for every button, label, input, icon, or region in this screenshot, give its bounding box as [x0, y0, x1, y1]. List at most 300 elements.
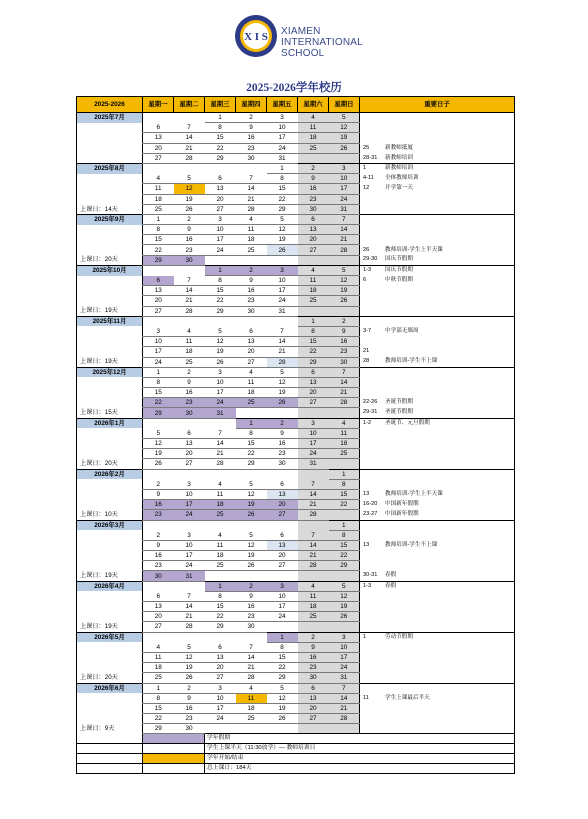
event-cell: [360, 265, 515, 275]
day-cell: 31: [298, 459, 329, 469]
day-cell: 14: [174, 286, 205, 296]
day-cell: 27: [143, 306, 174, 316]
day-cell: [143, 265, 174, 275]
day-cell: 24: [298, 449, 329, 459]
day-cell: 10: [267, 276, 298, 286]
day-cell: 10: [329, 642, 360, 652]
day-cell: 14: [174, 133, 205, 143]
month-spacer: [77, 337, 143, 347]
day-cell: 5: [267, 367, 298, 377]
day-cell: 5: [236, 530, 267, 540]
month-name: 2026年3月: [77, 520, 143, 530]
day-cell: 28: [236, 204, 267, 214]
week-row: [77, 642, 515, 652]
day-cell: 3: [174, 479, 205, 489]
school-days-label: 上课日：9天: [77, 724, 143, 734]
month-spacer: [77, 540, 143, 550]
day-cell: 4: [298, 581, 329, 591]
day-cell: 31: [329, 673, 360, 683]
week-row: [77, 296, 515, 306]
day-cell: 13: [298, 693, 329, 703]
day-cell: 23: [236, 143, 267, 153]
day-cell: 11: [205, 540, 236, 550]
day-cell: 17: [329, 652, 360, 662]
month-spacer: [77, 693, 143, 703]
day-cell: 24: [205, 245, 236, 255]
day-cell: 21: [267, 347, 298, 357]
day-cell: 20: [174, 449, 205, 459]
day-cell: 23: [267, 449, 298, 459]
day-cell: 28: [205, 459, 236, 469]
day-cell: 2: [236, 113, 267, 123]
event-date: 13: [363, 491, 370, 498]
day-cell: 21: [329, 388, 360, 398]
event-text: 圣诞节假期: [385, 399, 413, 406]
event-cell: [360, 571, 515, 581]
day-cell: [205, 632, 236, 642]
month-spacer: [77, 296, 143, 306]
day-cell: 12: [174, 652, 205, 662]
school-days-label: 上课日：19天: [77, 571, 143, 581]
month-spacer: [77, 602, 143, 612]
day-cell: 8: [298, 326, 329, 336]
month-spacer: [77, 225, 143, 235]
day-cell: 5: [329, 581, 360, 591]
day-cell: 20: [143, 612, 174, 622]
day-cell: 22: [329, 500, 360, 510]
month-spacer: [77, 123, 143, 133]
day-cell: 3: [298, 418, 329, 428]
event-cell: [360, 479, 515, 489]
legend-row: [77, 764, 515, 774]
event-text: 教师培训-学生上半天课: [385, 246, 443, 253]
day-cell: [174, 520, 205, 530]
day-cell: 3: [267, 113, 298, 123]
day-cell: 12: [329, 276, 360, 286]
event-cell: [360, 113, 515, 123]
day-cell: 4: [236, 367, 267, 377]
day-cell: 19: [205, 347, 236, 357]
event-cell: [360, 724, 515, 734]
day-cell: 12: [267, 377, 298, 387]
day-cell: 20: [143, 296, 174, 306]
day-cell: 25: [298, 143, 329, 153]
day-cell: 26: [236, 510, 267, 520]
event-cell: [360, 174, 515, 184]
day-cell: 9: [174, 225, 205, 235]
event-cell: [360, 489, 515, 499]
week-row: [77, 683, 515, 693]
day-cell: 6: [298, 214, 329, 224]
month-spacer: [77, 652, 143, 662]
day-cell: 4: [329, 418, 360, 428]
day-cell: 13: [205, 652, 236, 662]
day-cell: 11: [143, 652, 174, 662]
day-cell: 25: [236, 398, 267, 408]
day-cell: 26: [174, 673, 205, 683]
day-cell: 13: [205, 184, 236, 194]
day-cell: 19: [174, 663, 205, 673]
day-cell: 3: [267, 581, 298, 591]
day-cell: 15: [205, 133, 236, 143]
day-cell: 18: [298, 602, 329, 612]
day-cell: 20: [205, 194, 236, 204]
month-name: 2026年4月: [77, 581, 143, 591]
month-spacer: [77, 714, 143, 724]
day-cell: 13: [143, 133, 174, 143]
day-cell: [267, 316, 298, 326]
legend-text: 总上课日：184天: [205, 764, 515, 774]
day-cell: 14: [329, 377, 360, 387]
day-cell: 31: [174, 571, 205, 581]
event-text: 新教师抵厦: [385, 144, 413, 151]
week-row: [77, 632, 515, 642]
header-events: 重要日子: [360, 97, 515, 113]
day-cell: 15: [143, 235, 174, 245]
day-cell: 26: [143, 459, 174, 469]
week-row: [77, 673, 515, 683]
day-cell: 28: [329, 398, 360, 408]
event-date: 1: [363, 165, 367, 172]
day-cell: 1: [205, 581, 236, 591]
event-cell: [360, 123, 515, 133]
day-cell: 11: [236, 225, 267, 235]
day-cell: 6: [143, 276, 174, 286]
school-name: XIAMEN INTERNATIONAL SCHOOL: [281, 26, 363, 59]
month-spacer: [77, 439, 143, 449]
event-cell: [360, 551, 515, 561]
day-cell: [267, 408, 298, 418]
day-cell: 16: [174, 235, 205, 245]
day-cell: [329, 153, 360, 163]
month-spacer: [77, 286, 143, 296]
header-row: [77, 97, 515, 113]
day-cell: 12: [236, 540, 267, 550]
event-cell: [360, 133, 515, 143]
day-cell: 8: [143, 377, 174, 387]
day-cell: 3: [143, 326, 174, 336]
day-cell: 24: [205, 398, 236, 408]
day-cell: 16: [236, 286, 267, 296]
week-row: [77, 469, 515, 479]
week-row: [77, 184, 515, 194]
day-cell: 14: [298, 540, 329, 550]
day-cell: [329, 571, 360, 581]
day-cell: 21: [236, 663, 267, 673]
day-cell: [143, 632, 174, 642]
week-row: [77, 143, 515, 153]
day-cell: 4: [236, 683, 267, 693]
day-cell: 11: [329, 428, 360, 438]
day-cell: 17: [205, 235, 236, 245]
day-cell: 22: [236, 449, 267, 459]
event-cell: [360, 693, 515, 703]
month-spacer: [77, 449, 143, 459]
day-cell: 5: [329, 113, 360, 123]
month-spacer: [77, 551, 143, 561]
day-cell: 14: [329, 225, 360, 235]
day-cell: 20: [298, 388, 329, 398]
month-name: 2025年8月: [77, 163, 143, 173]
day-cell: 6: [205, 174, 236, 184]
event-cell: [360, 286, 515, 296]
day-cell: 2: [174, 367, 205, 377]
event-date: 23-27: [363, 511, 378, 518]
day-cell: 14: [174, 602, 205, 612]
school-days-label: 上课日：14天: [77, 204, 143, 214]
day-cell: 18: [205, 551, 236, 561]
week-row: [77, 652, 515, 662]
day-cell: [236, 632, 267, 642]
month-name: 2025年7月: [77, 113, 143, 123]
day-cell: 6: [174, 428, 205, 438]
day-cell: 21: [298, 551, 329, 561]
week-row: [77, 225, 515, 235]
event-date: 29-30: [363, 256, 378, 263]
event-cell: [360, 459, 515, 469]
event-text: 学生上课最后半天: [385, 694, 430, 701]
day-cell: 26: [267, 398, 298, 408]
day-cell: 17: [329, 184, 360, 194]
day-cell: 28: [236, 673, 267, 683]
day-cell: 4: [205, 479, 236, 489]
month-spacer: [77, 530, 143, 540]
calendar-body: [77, 113, 515, 734]
week-row: [77, 316, 515, 326]
day-cell: 10: [143, 337, 174, 347]
month-spacer: [77, 489, 143, 499]
header-day: 星期二: [174, 97, 205, 113]
day-cell: 29: [267, 204, 298, 214]
day-cell: 13: [143, 286, 174, 296]
day-cell: [267, 520, 298, 530]
day-cell: 15: [267, 184, 298, 194]
event-cell: [360, 469, 515, 479]
day-cell: 7: [205, 428, 236, 438]
day-cell: 7: [236, 174, 267, 184]
day-cell: [205, 418, 236, 428]
event-text: 中国新年假期: [385, 511, 419, 518]
day-cell: 2: [143, 530, 174, 540]
day-cell: [143, 581, 174, 591]
day-cell: 1: [236, 418, 267, 428]
day-cell: 7: [236, 642, 267, 652]
day-cell: [236, 724, 267, 734]
day-cell: 14: [329, 693, 360, 703]
event-date: 21: [363, 348, 370, 355]
month-spacer: [77, 326, 143, 336]
day-cell: 1: [329, 469, 360, 479]
month-spacer: [77, 377, 143, 387]
event-cell: [360, 673, 515, 683]
day-cell: 2: [143, 479, 174, 489]
day-cell: [329, 510, 360, 520]
day-cell: 30: [236, 153, 267, 163]
event-date: 22-26: [363, 399, 378, 406]
day-cell: 20: [205, 663, 236, 673]
week-row: [77, 489, 515, 499]
day-cell: 10: [174, 540, 205, 550]
day-cell: 2: [298, 632, 329, 642]
day-cell: [298, 255, 329, 265]
day-cell: 8: [329, 479, 360, 489]
day-cell: [205, 316, 236, 326]
legend: [77, 734, 515, 774]
day-cell: [298, 469, 329, 479]
day-cell: 17: [267, 133, 298, 143]
legend-swatch: [143, 764, 205, 774]
week-row: [77, 439, 515, 449]
day-cell: 15: [298, 337, 329, 347]
day-cell: 20: [143, 143, 174, 153]
day-cell: 3: [205, 367, 236, 377]
week-row: [77, 347, 515, 357]
event-date: 26: [363, 246, 370, 253]
day-cell: 30: [298, 673, 329, 683]
day-cell: 21: [174, 143, 205, 153]
event-date: 1-3: [363, 582, 372, 589]
day-cell: 30: [143, 571, 174, 581]
week-row: [77, 449, 515, 459]
event-cell: [360, 520, 515, 530]
week-row: [77, 520, 515, 530]
event-date: 1-2: [363, 419, 372, 426]
day-cell: 31: [205, 408, 236, 418]
week-row: [77, 306, 515, 316]
week-row: [77, 113, 515, 123]
day-cell: 11: [236, 693, 267, 703]
week-row: [77, 703, 515, 713]
day-cell: 26: [267, 245, 298, 255]
day-cell: 19: [236, 551, 267, 561]
week-row: [77, 612, 515, 622]
day-cell: 21: [298, 500, 329, 510]
event-cell: [360, 306, 515, 316]
legend-swatch: [143, 734, 205, 744]
header-day: 星期一: [143, 97, 174, 113]
day-cell: 18: [298, 133, 329, 143]
day-cell: 19: [329, 133, 360, 143]
day-cell: 2: [267, 418, 298, 428]
day-cell: [174, 581, 205, 591]
month-name: 2026年1月: [77, 418, 143, 428]
day-cell: 29: [205, 153, 236, 163]
day-cell: 10: [298, 428, 329, 438]
day-cell: 29: [267, 673, 298, 683]
day-cell: 30: [174, 408, 205, 418]
day-cell: [143, 520, 174, 530]
day-cell: 11: [298, 591, 329, 601]
day-cell: 19: [267, 235, 298, 245]
day-cell: 25: [174, 357, 205, 367]
event-date: 13: [363, 541, 370, 548]
day-cell: 1: [143, 683, 174, 693]
day-cell: 12: [267, 225, 298, 235]
week-row: [77, 591, 515, 601]
day-cell: [329, 724, 360, 734]
event-cell: [360, 184, 515, 194]
day-cell: 21: [205, 449, 236, 459]
day-cell: 22: [267, 663, 298, 673]
week-row: [77, 418, 515, 428]
week-row: [77, 398, 515, 408]
month-spacer: [77, 428, 143, 438]
day-cell: 13: [298, 225, 329, 235]
week-row: [77, 133, 515, 143]
day-cell: 6: [236, 326, 267, 336]
day-cell: 28: [329, 245, 360, 255]
month-spacer: [77, 642, 143, 652]
day-cell: 11: [298, 123, 329, 133]
day-cell: 28: [298, 561, 329, 571]
day-cell: [143, 113, 174, 123]
day-cell: 17: [143, 347, 174, 357]
day-cell: [174, 265, 205, 275]
day-cell: 9: [236, 591, 267, 601]
day-cell: 12: [236, 489, 267, 499]
week-row: [77, 693, 515, 703]
day-cell: 1: [205, 113, 236, 123]
event-cell: [360, 540, 515, 550]
day-cell: 21: [329, 703, 360, 713]
day-cell: [174, 316, 205, 326]
event-date: 28: [363, 358, 370, 365]
day-cell: 27: [298, 245, 329, 255]
legend-swatch: [143, 744, 205, 754]
day-cell: [143, 418, 174, 428]
day-cell: 6: [205, 642, 236, 652]
event-cell: [360, 194, 515, 204]
month-spacer: [77, 143, 143, 153]
month-spacer: [77, 388, 143, 398]
day-cell: 23: [174, 245, 205, 255]
day-cell: 23: [298, 194, 329, 204]
day-cell: 3: [174, 530, 205, 540]
day-cell: 6: [267, 479, 298, 489]
day-cell: [267, 622, 298, 632]
day-cell: 28: [329, 714, 360, 724]
day-cell: 1: [205, 265, 236, 275]
day-cell: [205, 520, 236, 530]
month-name: 2026年2月: [77, 469, 143, 479]
event-cell: [360, 255, 515, 265]
header-day: 星期日: [329, 97, 360, 113]
day-cell: 9: [236, 123, 267, 133]
school-days-label: 上课日：20天: [77, 255, 143, 265]
day-cell: 12: [267, 693, 298, 703]
event-text: 教师培训-学生不上课: [385, 358, 438, 365]
month-spacer: [77, 500, 143, 510]
day-cell: [267, 724, 298, 734]
month-spacer: [77, 703, 143, 713]
week-row: [77, 367, 515, 377]
day-cell: 15: [267, 652, 298, 662]
day-cell: 16: [174, 703, 205, 713]
event-cell: [360, 500, 515, 510]
day-cell: 20: [267, 551, 298, 561]
header-day: 星期六: [298, 97, 329, 113]
month-spacer: [77, 612, 143, 622]
day-cell: [267, 571, 298, 581]
day-cell: 24: [174, 561, 205, 571]
month-name: 2026年6月: [77, 683, 143, 693]
day-cell: [174, 163, 205, 173]
event-text: 国庆节假期: [385, 256, 413, 263]
day-cell: 5: [267, 214, 298, 224]
header-day: 星期四: [236, 97, 267, 113]
day-cell: [143, 163, 174, 173]
day-cell: 9: [298, 642, 329, 652]
